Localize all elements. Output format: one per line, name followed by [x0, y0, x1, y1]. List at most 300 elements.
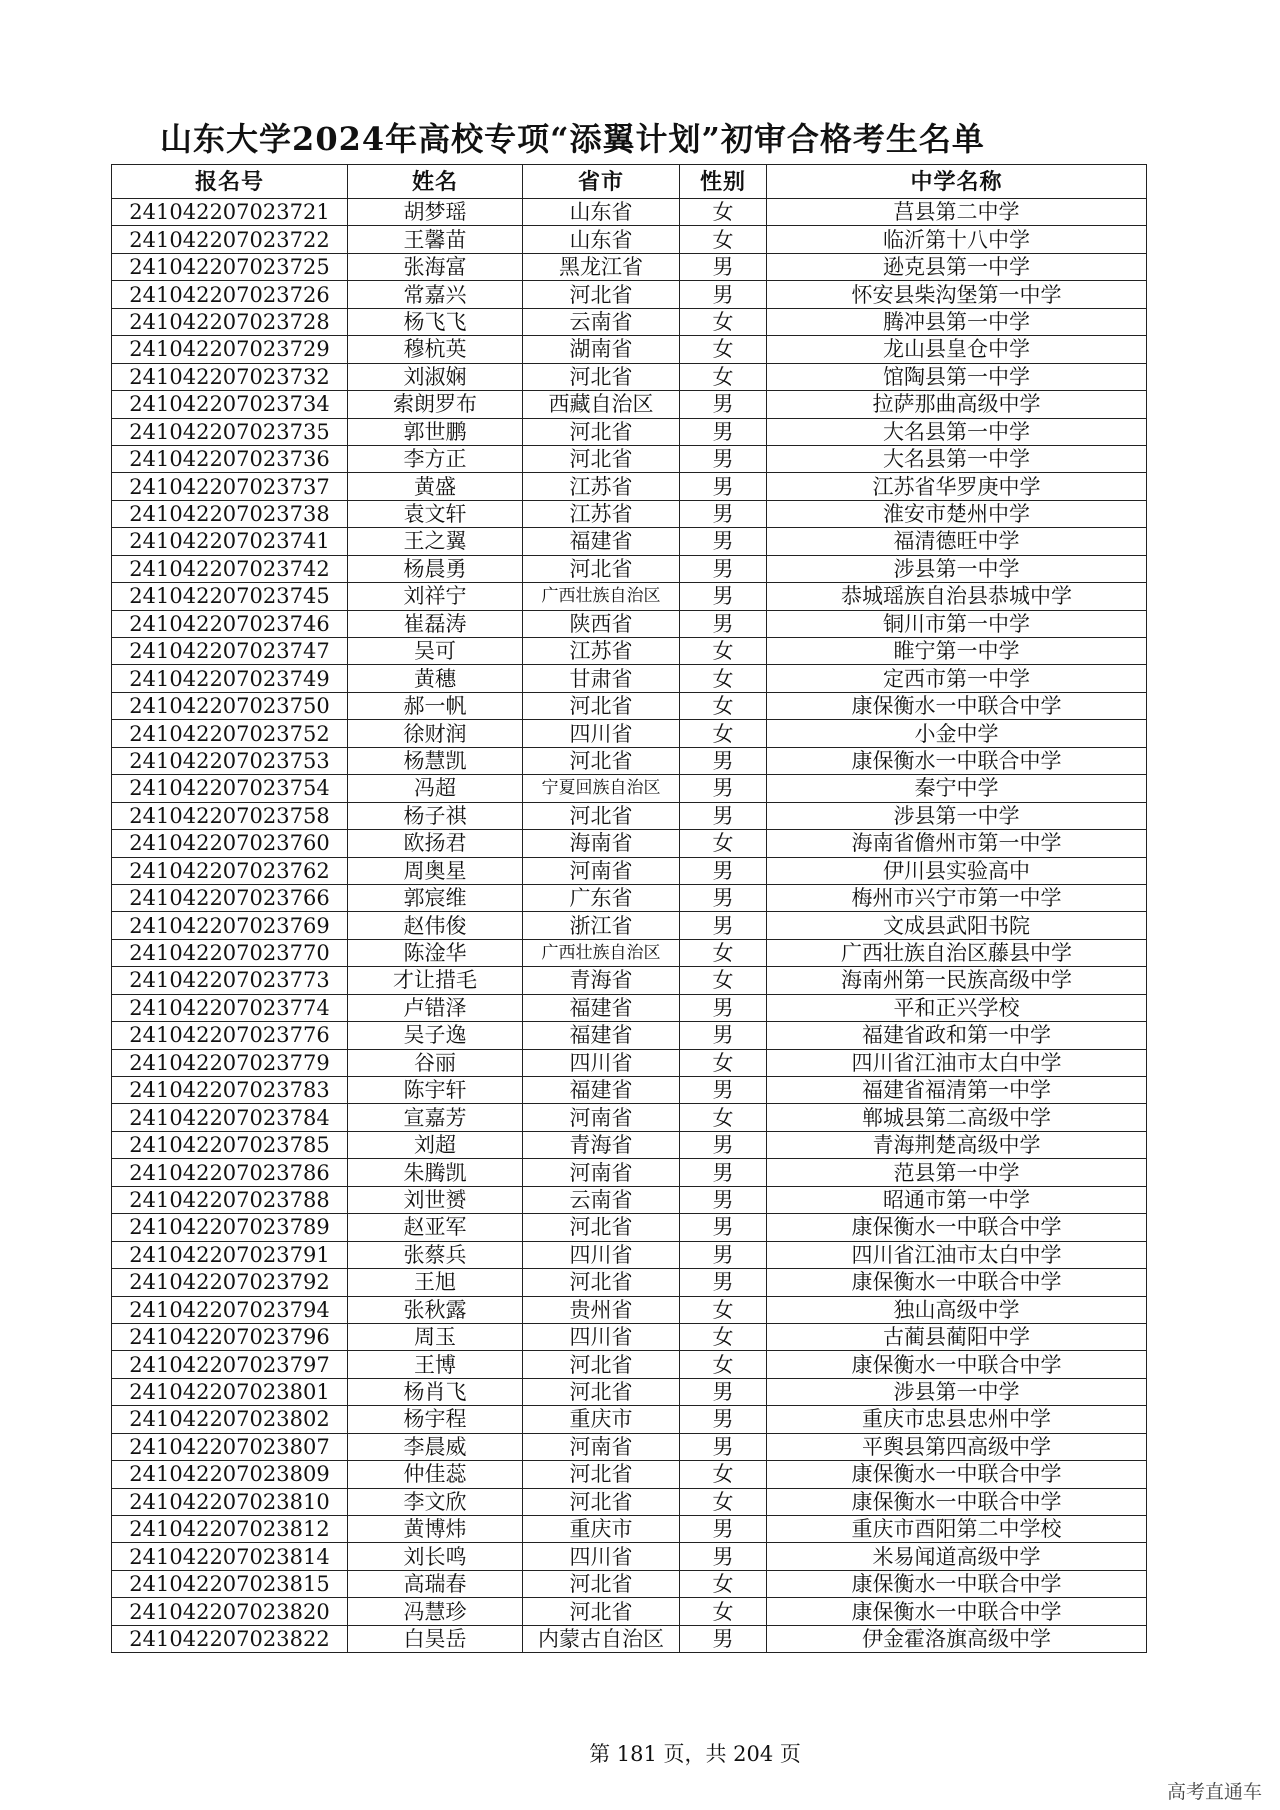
school-cell: 莒县第二中学 — [767, 199, 1147, 226]
school-cell: 重庆市忠县忠州中学 — [767, 1406, 1147, 1433]
table-row — [112, 1296, 1147, 1323]
name-cell: 陈宇轩 — [348, 1077, 523, 1104]
registration-no-cell: 241042207023722 — [112, 226, 348, 253]
registration-no-cell: 241042207023760 — [112, 830, 348, 857]
table-row — [112, 308, 1147, 335]
province-cell: 江苏省 — [523, 638, 680, 665]
table-row — [112, 857, 1147, 884]
province-cell: 福建省 — [523, 528, 680, 555]
table-row — [112, 1461, 1147, 1488]
name-cell: 李方正 — [348, 445, 523, 472]
registration-no-cell: 241042207023752 — [112, 720, 348, 747]
registration-no-cell: 241042207023726 — [112, 281, 348, 308]
province-cell: 江苏省 — [523, 500, 680, 527]
registration-no-cell: 241042207023815 — [112, 1570, 348, 1597]
province-cell: 河北省 — [523, 802, 680, 829]
province-cell: 甘肃省 — [523, 665, 680, 692]
column-header-registration-no: 报名号 — [112, 165, 348, 199]
name-cell: 杨子祺 — [348, 802, 523, 829]
name-cell: 刘长鸣 — [348, 1543, 523, 1570]
gender-cell: 男 — [680, 445, 767, 472]
province-cell: 河北省 — [523, 1570, 680, 1597]
table-row — [112, 1104, 1147, 1131]
province-cell: 宁夏回族自治区 — [523, 775, 680, 802]
registration-no-cell: 241042207023812 — [112, 1516, 348, 1543]
province-cell: 福建省 — [523, 1077, 680, 1104]
name-cell: 张海富 — [348, 253, 523, 280]
registration-no-cell: 241042207023725 — [112, 253, 348, 280]
province-cell: 广西壮族自治区 — [523, 583, 680, 610]
name-cell: 张蔡兵 — [348, 1241, 523, 1268]
table-row — [112, 473, 1147, 500]
province-cell: 山东省 — [523, 226, 680, 253]
gender-cell: 男 — [680, 1241, 767, 1268]
name-cell: 周玉 — [348, 1323, 523, 1350]
name-cell: 高瑞春 — [348, 1570, 523, 1597]
school-cell: 康保衡水一中联合中学 — [767, 1461, 1147, 1488]
school-cell: 昭通市第一中学 — [767, 1186, 1147, 1213]
registration-no-cell: 241042207023801 — [112, 1378, 348, 1405]
name-cell: 杨晨勇 — [348, 555, 523, 582]
table-row — [112, 1269, 1147, 1296]
province-cell: 河南省 — [523, 1104, 680, 1131]
watermark: 高考直通车 — [1166, 1781, 1262, 1803]
column-header-school: 中学名称 — [767, 165, 1147, 199]
registration-no-cell: 241042207023737 — [112, 473, 348, 500]
province-cell: 河北省 — [523, 555, 680, 582]
gender-cell: 男 — [680, 1433, 767, 1460]
school-cell: 伊金霍洛旗高级中学 — [767, 1625, 1147, 1652]
name-cell: 杨宇程 — [348, 1406, 523, 1433]
registration-no-cell: 241042207023797 — [112, 1351, 348, 1378]
name-cell: 赵伟俊 — [348, 912, 523, 939]
school-cell: 馆陶县第一中学 — [767, 363, 1147, 390]
name-cell: 黄博炜 — [348, 1516, 523, 1543]
table-row — [112, 1433, 1147, 1460]
gender-cell: 男 — [680, 775, 767, 802]
table-row — [112, 1516, 1147, 1543]
name-cell: 刘超 — [348, 1131, 523, 1158]
name-cell: 张秋露 — [348, 1296, 523, 1323]
gender-cell: 女 — [680, 1049, 767, 1076]
province-cell: 河南省 — [523, 857, 680, 884]
name-cell: 索朗罗布 — [348, 391, 523, 418]
school-cell: 独山高级中学 — [767, 1296, 1147, 1323]
registration-no-cell: 241042207023729 — [112, 336, 348, 363]
province-cell: 河北省 — [523, 1214, 680, 1241]
school-cell: 江苏省华罗庚中学 — [767, 473, 1147, 500]
province-cell: 河南省 — [523, 1433, 680, 1460]
province-cell: 河南省 — [523, 1159, 680, 1186]
province-cell: 河北省 — [523, 1269, 680, 1296]
name-cell: 赵亚军 — [348, 1214, 523, 1241]
table-row — [112, 1022, 1147, 1049]
gender-cell: 女 — [680, 1488, 767, 1515]
table-row — [112, 583, 1147, 610]
gender-cell: 男 — [680, 1516, 767, 1543]
name-cell: 黄盛 — [348, 473, 523, 500]
gender-cell: 男 — [680, 1186, 767, 1213]
province-cell: 云南省 — [523, 1186, 680, 1213]
gender-cell: 男 — [680, 884, 767, 911]
registration-no-cell: 241042207023788 — [112, 1186, 348, 1213]
name-cell: 王馨苗 — [348, 226, 523, 253]
table-row — [112, 1077, 1147, 1104]
school-cell: 怀安县柴沟堡第一中学 — [767, 281, 1147, 308]
gender-cell: 男 — [680, 1131, 767, 1158]
gender-cell: 女 — [680, 226, 767, 253]
gender-cell: 女 — [680, 665, 767, 692]
table-row — [112, 747, 1147, 774]
school-cell: 康保衡水一中联合中学 — [767, 1351, 1147, 1378]
gender-cell: 男 — [680, 747, 767, 774]
province-cell: 四川省 — [523, 1543, 680, 1570]
name-cell: 郭宸维 — [348, 884, 523, 911]
gender-cell: 男 — [680, 391, 767, 418]
table-row — [112, 528, 1147, 555]
column-header-province: 省市 — [523, 165, 680, 199]
gender-cell: 女 — [680, 1570, 767, 1597]
name-cell: 李晨威 — [348, 1433, 523, 1460]
school-cell: 涉县第一中学 — [767, 555, 1147, 582]
gender-cell: 男 — [680, 253, 767, 280]
name-cell: 郝一帆 — [348, 692, 523, 719]
column-header-name: 姓名 — [348, 165, 523, 199]
name-cell: 杨肖飞 — [348, 1378, 523, 1405]
gender-cell: 女 — [680, 830, 767, 857]
gender-cell: 男 — [680, 1159, 767, 1186]
school-cell: 郸城县第二高级中学 — [767, 1104, 1147, 1131]
table-row — [112, 994, 1147, 1021]
gender-cell: 女 — [680, 720, 767, 747]
school-cell: 康保衡水一中联合中学 — [767, 747, 1147, 774]
registration-no-cell: 241042207023769 — [112, 912, 348, 939]
province-cell: 陕西省 — [523, 610, 680, 637]
province-cell: 海南省 — [523, 830, 680, 857]
gender-cell: 女 — [680, 1351, 767, 1378]
gender-cell: 女 — [680, 1461, 767, 1488]
province-cell: 河北省 — [523, 1378, 680, 1405]
province-cell: 河北省 — [523, 1488, 680, 1515]
school-cell: 临沂第十八中学 — [767, 226, 1147, 253]
province-cell: 内蒙古自治区 — [523, 1625, 680, 1652]
registration-no-cell: 241042207023810 — [112, 1488, 348, 1515]
school-cell: 青海荆楚高级中学 — [767, 1131, 1147, 1158]
school-cell: 拉萨那曲高级中学 — [767, 391, 1147, 418]
name-cell: 宣嘉芳 — [348, 1104, 523, 1131]
school-cell: 四川省江油市太白中学 — [767, 1241, 1147, 1268]
name-cell: 陈淦华 — [348, 939, 523, 966]
school-cell: 淮安市楚州中学 — [767, 500, 1147, 527]
province-cell: 四川省 — [523, 1049, 680, 1076]
school-cell: 伊川县实验高中 — [767, 857, 1147, 884]
gender-cell: 男 — [680, 1406, 767, 1433]
table-row — [112, 253, 1147, 280]
table-row — [112, 1159, 1147, 1186]
gender-cell: 女 — [680, 1323, 767, 1350]
province-cell: 青海省 — [523, 967, 680, 994]
province-cell: 四川省 — [523, 1323, 680, 1350]
gender-cell: 男 — [680, 555, 767, 582]
name-cell: 黄穗 — [348, 665, 523, 692]
registration-no-cell: 241042207023746 — [112, 610, 348, 637]
column-header-gender: 性别 — [680, 165, 767, 199]
school-cell: 小金中学 — [767, 720, 1147, 747]
name-cell: 欧扬君 — [348, 830, 523, 857]
gender-cell: 男 — [680, 528, 767, 555]
province-cell: 江苏省 — [523, 473, 680, 500]
registration-no-cell: 241042207023776 — [112, 1022, 348, 1049]
school-cell: 海南省儋州市第一中学 — [767, 830, 1147, 857]
province-cell: 西藏自治区 — [523, 391, 680, 418]
school-cell: 逊克县第一中学 — [767, 253, 1147, 280]
gender-cell: 女 — [680, 939, 767, 966]
province-cell: 山东省 — [523, 199, 680, 226]
school-cell: 海南州第一民族高级中学 — [767, 967, 1147, 994]
registration-no-cell: 241042207023745 — [112, 583, 348, 610]
registration-no-cell: 241042207023753 — [112, 747, 348, 774]
registration-no-cell: 241042207023735 — [112, 418, 348, 445]
table-row — [112, 1131, 1147, 1158]
gender-cell: 男 — [680, 473, 767, 500]
table-row — [112, 912, 1147, 939]
school-cell: 秦宁中学 — [767, 775, 1147, 802]
gender-cell: 男 — [680, 994, 767, 1021]
registration-no-cell: 241042207023734 — [112, 391, 348, 418]
gender-cell: 女 — [680, 363, 767, 390]
school-cell: 福清德旺中学 — [767, 528, 1147, 555]
registration-no-cell: 241042207023754 — [112, 775, 348, 802]
gender-cell: 男 — [680, 610, 767, 637]
school-cell: 梅州市兴宁市第一中学 — [767, 884, 1147, 911]
gender-cell: 女 — [680, 692, 767, 719]
school-cell: 四川省江油市太白中学 — [767, 1049, 1147, 1076]
registration-no-cell: 241042207023796 — [112, 1323, 348, 1350]
gender-cell: 女 — [680, 967, 767, 994]
table-row — [112, 226, 1147, 253]
school-cell: 康保衡水一中联合中学 — [767, 1598, 1147, 1625]
table-row — [112, 1323, 1147, 1350]
table-row — [112, 199, 1147, 226]
school-cell: 范县第一中学 — [767, 1159, 1147, 1186]
gender-cell: 男 — [680, 1378, 767, 1405]
school-cell: 古蔺县蔺阳中学 — [767, 1323, 1147, 1350]
province-cell: 河北省 — [523, 445, 680, 472]
registration-no-cell: 241042207023809 — [112, 1461, 348, 1488]
province-cell: 云南省 — [523, 308, 680, 335]
gender-cell: 男 — [680, 1625, 767, 1652]
school-cell: 福建省福清第一中学 — [767, 1077, 1147, 1104]
province-cell: 河北省 — [523, 747, 680, 774]
table-row — [112, 830, 1147, 857]
name-cell: 穆杭英 — [348, 336, 523, 363]
gender-cell: 女 — [680, 1598, 767, 1625]
gender-cell: 男 — [680, 1543, 767, 1570]
table-row — [112, 555, 1147, 582]
school-cell: 文成县武阳书院 — [767, 912, 1147, 939]
name-cell: 杨飞飞 — [348, 308, 523, 335]
school-cell: 福建省政和第一中学 — [767, 1022, 1147, 1049]
table-row — [112, 884, 1147, 911]
province-cell: 黑龙江省 — [523, 253, 680, 280]
name-cell: 刘祥宁 — [348, 583, 523, 610]
school-cell: 恭城瑶族自治县恭城中学 — [767, 583, 1147, 610]
gender-cell: 男 — [680, 1022, 767, 1049]
name-cell: 袁文轩 — [348, 500, 523, 527]
school-cell: 腾冲县第一中学 — [767, 308, 1147, 335]
table-row — [112, 638, 1147, 665]
registration-no-cell: 241042207023766 — [112, 884, 348, 911]
province-cell: 湖南省 — [523, 336, 680, 363]
registration-no-cell: 241042207023802 — [112, 1406, 348, 1433]
name-cell: 吴可 — [348, 638, 523, 665]
table-row — [112, 445, 1147, 472]
gender-cell: 女 — [680, 638, 767, 665]
table-row — [112, 1406, 1147, 1433]
name-cell: 徐财润 — [348, 720, 523, 747]
registration-no-cell: 241042207023785 — [112, 1131, 348, 1158]
table-row — [112, 1378, 1147, 1405]
province-cell: 重庆市 — [523, 1516, 680, 1543]
table-body — [112, 199, 1147, 1653]
name-cell: 王旭 — [348, 1269, 523, 1296]
gender-cell: 女 — [680, 1296, 767, 1323]
province-cell: 重庆市 — [523, 1406, 680, 1433]
school-cell: 大名县第一中学 — [767, 418, 1147, 445]
school-cell: 康保衡水一中联合中学 — [767, 1570, 1147, 1597]
province-cell: 广东省 — [523, 884, 680, 911]
gender-cell: 男 — [680, 802, 767, 829]
registration-no-cell: 241042207023747 — [112, 638, 348, 665]
name-cell: 王博 — [348, 1351, 523, 1378]
name-cell: 吴子逸 — [348, 1022, 523, 1049]
registration-no-cell: 241042207023783 — [112, 1077, 348, 1104]
province-cell: 河北省 — [523, 418, 680, 445]
school-cell: 康保衡水一中联合中学 — [767, 1269, 1147, 1296]
registration-no-cell: 241042207023762 — [112, 857, 348, 884]
table-row — [112, 336, 1147, 363]
table-row — [112, 1570, 1147, 1597]
table-row — [112, 500, 1147, 527]
name-cell: 郭世鹏 — [348, 418, 523, 445]
registration-no-cell: 241042207023791 — [112, 1241, 348, 1268]
name-cell: 胡梦瑶 — [348, 199, 523, 226]
table-header-row — [112, 165, 1147, 199]
registration-no-cell: 241042207023820 — [112, 1598, 348, 1625]
table-row — [112, 1049, 1147, 1076]
school-cell: 大名县第一中学 — [767, 445, 1147, 472]
registration-no-cell: 241042207023822 — [112, 1625, 348, 1652]
gender-cell: 女 — [680, 1104, 767, 1131]
gender-cell: 女 — [680, 336, 767, 363]
table-row — [112, 967, 1147, 994]
table-row — [112, 1598, 1147, 1625]
school-cell: 康保衡水一中联合中学 — [767, 1488, 1147, 1515]
name-cell: 卢错泽 — [348, 994, 523, 1021]
registration-no-cell: 241042207023738 — [112, 500, 348, 527]
table-row — [112, 720, 1147, 747]
table-row — [112, 1241, 1147, 1268]
name-cell: 谷丽 — [348, 1049, 523, 1076]
table-row — [112, 802, 1147, 829]
name-cell: 才让措毛 — [348, 967, 523, 994]
school-cell: 铜川市第一中学 — [767, 610, 1147, 637]
registration-no-cell: 241042207023774 — [112, 994, 348, 1021]
registration-no-cell: 241042207023749 — [112, 665, 348, 692]
school-cell: 平舆县第四高级中学 — [767, 1433, 1147, 1460]
name-cell: 冯超 — [348, 775, 523, 802]
registration-no-cell: 241042207023773 — [112, 967, 348, 994]
province-cell: 河北省 — [523, 1351, 680, 1378]
province-cell: 青海省 — [523, 1131, 680, 1158]
province-cell: 河北省 — [523, 363, 680, 390]
school-cell: 米易闻道高级中学 — [767, 1543, 1147, 1570]
gender-cell: 男 — [680, 1269, 767, 1296]
table-row — [112, 610, 1147, 637]
school-cell: 睢宁第一中学 — [767, 638, 1147, 665]
school-cell: 广西壮族自治区藤县中学 — [767, 939, 1147, 966]
registration-no-cell: 241042207023770 — [112, 939, 348, 966]
table-row — [112, 418, 1147, 445]
gender-cell: 男 — [680, 857, 767, 884]
table-row — [112, 665, 1147, 692]
gender-cell: 男 — [680, 500, 767, 527]
name-cell: 刘淑娴 — [348, 363, 523, 390]
table-row — [112, 1214, 1147, 1241]
name-cell: 仲佳蕊 — [348, 1461, 523, 1488]
registration-no-cell: 241042207023750 — [112, 692, 348, 719]
gender-cell: 男 — [680, 583, 767, 610]
name-cell: 杨慧凯 — [348, 747, 523, 774]
applicant-table — [111, 164, 1147, 1653]
table-row — [112, 1488, 1147, 1515]
gender-cell: 男 — [680, 281, 767, 308]
school-cell: 重庆市酉阳第二中学校 — [767, 1516, 1147, 1543]
registration-no-cell: 241042207023721 — [112, 199, 348, 226]
province-cell: 广西壮族自治区 — [523, 939, 680, 966]
gender-cell: 男 — [680, 1077, 767, 1104]
registration-no-cell: 241042207023794 — [112, 1296, 348, 1323]
gender-cell: 女 — [680, 199, 767, 226]
name-cell: 王之翼 — [348, 528, 523, 555]
registration-no-cell: 241042207023741 — [112, 528, 348, 555]
registration-no-cell: 241042207023742 — [112, 555, 348, 582]
name-cell: 白昊岳 — [348, 1625, 523, 1652]
registration-no-cell: 241042207023728 — [112, 308, 348, 335]
table-row — [112, 1351, 1147, 1378]
registration-no-cell: 241042207023792 — [112, 1269, 348, 1296]
province-cell: 河北省 — [523, 1461, 680, 1488]
table-row — [112, 939, 1147, 966]
registration-no-cell: 241042207023784 — [112, 1104, 348, 1131]
gender-cell: 男 — [680, 418, 767, 445]
table-row — [112, 1543, 1147, 1570]
page-number: 第 181 页，共 204 页 — [589, 1742, 801, 1766]
table-row — [112, 1186, 1147, 1213]
province-cell: 河北省 — [523, 1598, 680, 1625]
registration-no-cell: 241042207023789 — [112, 1214, 348, 1241]
school-cell: 涉县第一中学 — [767, 1378, 1147, 1405]
province-cell: 福建省 — [523, 994, 680, 1021]
province-cell: 河北省 — [523, 281, 680, 308]
name-cell: 常嘉兴 — [348, 281, 523, 308]
school-cell: 康保衡水一中联合中学 — [767, 1214, 1147, 1241]
school-cell: 平和正兴学校 — [767, 994, 1147, 1021]
page-title: 山东大学2024年高校专项“添翼计划”初审合格考生名单 — [160, 120, 985, 158]
name-cell: 周奥星 — [348, 857, 523, 884]
gender-cell: 男 — [680, 912, 767, 939]
name-cell: 刘世赟 — [348, 1186, 523, 1213]
